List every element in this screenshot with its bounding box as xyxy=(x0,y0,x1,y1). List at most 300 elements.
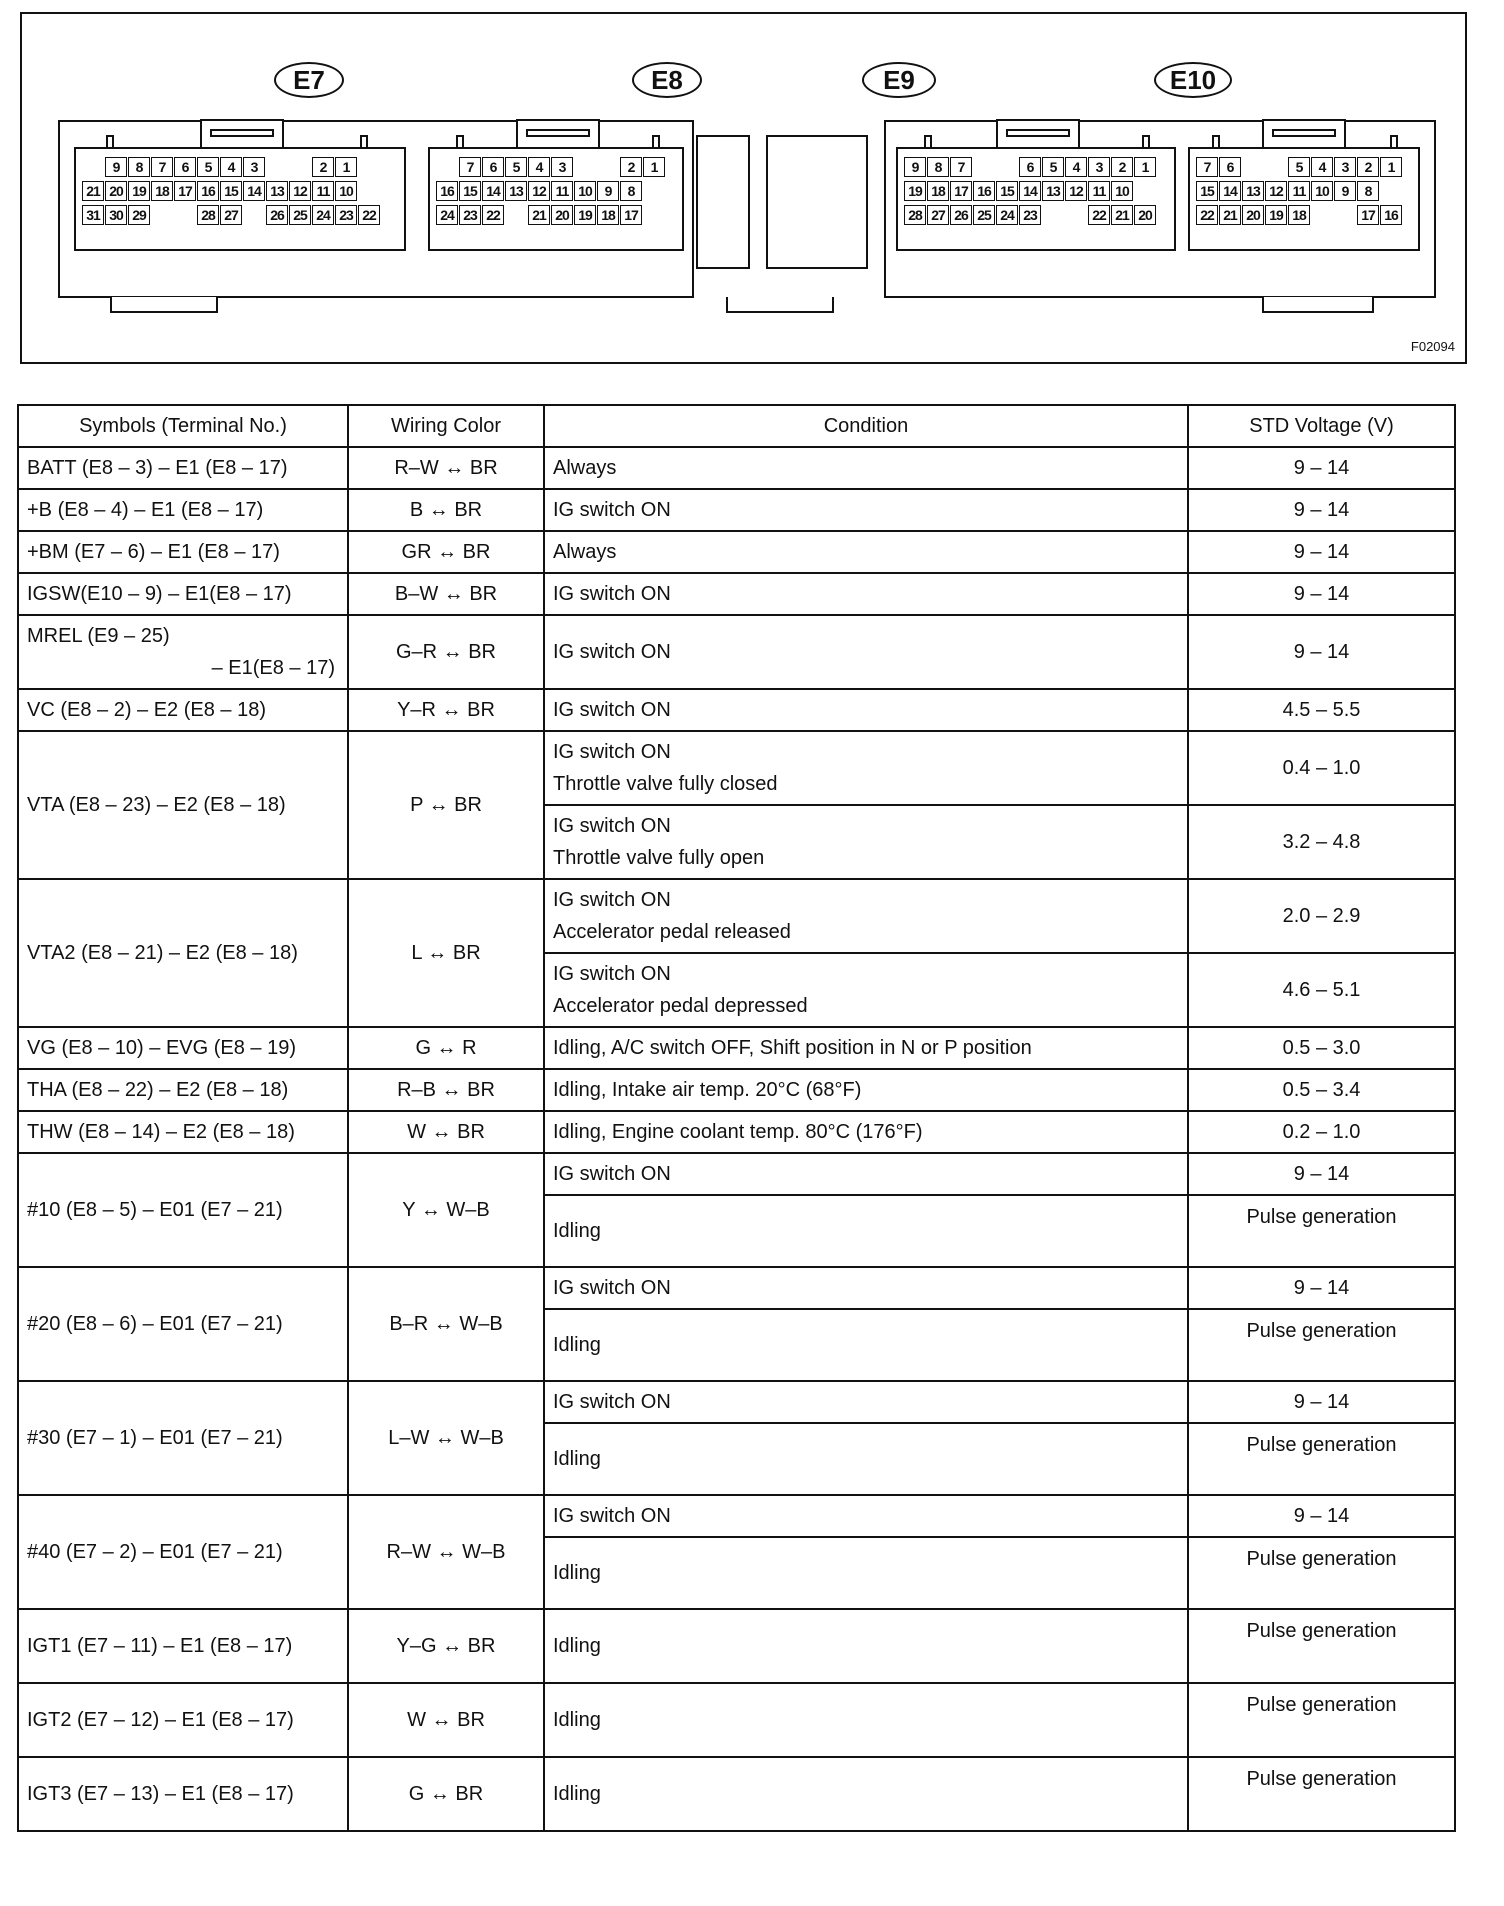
pin-terminal: 21 xyxy=(528,205,550,225)
pin-terminal: 8 xyxy=(1357,181,1379,201)
condition-text: IG switch ON xyxy=(553,1390,671,1413)
pin-terminal: 7 xyxy=(950,157,972,177)
pin-terminal: 6 xyxy=(174,157,196,177)
pin-row xyxy=(904,157,1157,179)
wiring-color: W ↔ BR xyxy=(348,1111,544,1153)
pin-terminal: 6 xyxy=(1019,157,1041,177)
condition-text: IG switch ON xyxy=(553,1276,671,1299)
pin-terminal: 11 xyxy=(551,181,573,201)
pin-terminal: 19 xyxy=(1265,205,1287,225)
connector-post xyxy=(360,135,368,147)
std-voltage: 9 – 14 xyxy=(1188,1381,1455,1423)
condition-text: Idling xyxy=(553,1561,601,1584)
table-row xyxy=(18,1683,1455,1757)
pin-terminal: 29 xyxy=(128,205,150,225)
pin-terminal: 23 xyxy=(1019,205,1041,225)
wiring-color: Y–G ↔ BR xyxy=(348,1609,544,1683)
pin-terminal: 15 xyxy=(996,181,1018,201)
pin-terminal: 17 xyxy=(174,181,196,201)
terminal-symbol xyxy=(18,447,348,489)
std-voltage: Pulse generation xyxy=(1188,1423,1455,1495)
pin-row xyxy=(82,181,381,203)
table-row xyxy=(18,689,1455,731)
pin-grid-e8 xyxy=(436,157,666,229)
condition-text: Always xyxy=(553,456,617,479)
pin-gap xyxy=(597,157,619,177)
header-symbols: Symbols (Terminal No.) xyxy=(18,405,348,447)
pin-terminal: 27 xyxy=(927,205,949,225)
terminal-symbol-text: #30 (E7 – 1) – E01 (E7 – 21) xyxy=(27,1426,283,1449)
pin-terminal: 20 xyxy=(551,205,573,225)
connector-diagram xyxy=(20,12,1467,364)
condition-text: IG switch ON xyxy=(553,582,671,605)
table-row xyxy=(18,1757,1455,1831)
pin-row xyxy=(436,181,666,203)
connector-post xyxy=(106,135,114,147)
pin-terminal: 21 xyxy=(1111,205,1133,225)
condition xyxy=(544,689,1188,731)
pin-terminal: 6 xyxy=(1219,157,1241,177)
pin-terminal: 2 xyxy=(312,157,334,177)
pin-terminal: 14 xyxy=(1019,181,1041,201)
std-voltage: 4.6 – 5.1 xyxy=(1188,953,1455,1027)
pin-row xyxy=(904,181,1157,203)
condition-text: IG switch ON xyxy=(553,1162,671,1185)
pin-terminal: 6 xyxy=(482,157,504,177)
pin-terminal: 15 xyxy=(1196,181,1218,201)
terminal-symbol-text: VTA2 (E8 – 21) – E2 (E8 – 18) xyxy=(27,941,298,964)
terminal-symbol-text: #20 (E8 – 6) – E01 (E7 – 21) xyxy=(27,1312,283,1335)
terminal-symbol-text: #40 (E7 – 2) – E01 (E7 – 21) xyxy=(27,1540,283,1563)
pin-gap xyxy=(151,205,173,225)
pin-terminal: 23 xyxy=(459,205,481,225)
pin-gap xyxy=(505,205,527,225)
pin-terminal: 5 xyxy=(505,157,527,177)
pin-terminal: 9 xyxy=(904,157,926,177)
pin-terminal: 10 xyxy=(1311,181,1333,201)
condition xyxy=(544,805,1188,879)
pin-terminal: 2 xyxy=(620,157,642,177)
pin-terminal: 1 xyxy=(1134,157,1156,177)
pin-terminal: 7 xyxy=(1196,157,1218,177)
connector-post xyxy=(1212,135,1220,147)
condition xyxy=(544,1027,1188,1069)
housing-tab xyxy=(1262,297,1374,313)
pin-terminal: 1 xyxy=(1380,157,1402,177)
pin-terminal: 20 xyxy=(1134,205,1156,225)
std-voltage: 3.2 – 4.8 xyxy=(1188,805,1455,879)
pin-terminal: 18 xyxy=(151,181,173,201)
condition xyxy=(544,953,1188,1027)
table-row xyxy=(18,531,1455,573)
table-row xyxy=(18,1069,1455,1111)
pin-row xyxy=(436,157,666,179)
pin-terminal: 2 xyxy=(1111,157,1133,177)
pin-terminal: 11 xyxy=(312,181,334,201)
table-header-row xyxy=(18,405,1455,447)
wiring-color: R–B ↔ BR xyxy=(348,1069,544,1111)
condition xyxy=(544,1757,1188,1831)
condition xyxy=(544,1069,1188,1111)
terminal-voltage-table xyxy=(17,404,1456,1832)
std-voltage: 0.2 – 1.0 xyxy=(1188,1111,1455,1153)
wiring-color: B–R ↔ W–B xyxy=(348,1267,544,1381)
pin-terminal: 25 xyxy=(289,205,311,225)
std-voltage: Pulse generation xyxy=(1188,1537,1455,1609)
pin-terminal: 21 xyxy=(82,181,104,201)
condition xyxy=(544,1153,1188,1195)
wiring-color: B ↔ BR xyxy=(348,489,544,531)
pin-terminal: 27 xyxy=(220,205,242,225)
figure-code: F02094 xyxy=(1410,339,1455,354)
pin-terminal: 13 xyxy=(505,181,527,201)
pin-gap xyxy=(996,157,1018,177)
table-row xyxy=(18,1495,1455,1537)
pin-row xyxy=(1196,205,1403,227)
pin-terminal: 28 xyxy=(197,205,219,225)
header-std-voltage: STD Voltage (V) xyxy=(1188,405,1455,447)
pin-terminal: 17 xyxy=(950,181,972,201)
terminal-symbol-text: BATT (E8 – 3) – E1 (E8 – 17) xyxy=(27,456,288,479)
pin-terminal: 16 xyxy=(1380,205,1402,225)
pin-terminal: 19 xyxy=(128,181,150,201)
condition-text: IG switch ON xyxy=(553,1504,671,1527)
pin-terminal: 18 xyxy=(597,205,619,225)
terminal-symbol xyxy=(18,1153,348,1267)
blank-slot xyxy=(766,135,868,269)
std-voltage: Pulse generation xyxy=(1188,1683,1455,1757)
pin-terminal: 11 xyxy=(1088,181,1110,201)
pin-terminal: 3 xyxy=(1334,157,1356,177)
condition-text: Idling, A/C switch OFF, Shift position in N or P position xyxy=(553,1036,1032,1059)
pin-terminal: 3 xyxy=(243,157,265,177)
pin-terminal: 8 xyxy=(927,157,949,177)
pin-terminal: 10 xyxy=(1111,181,1133,201)
housing-tab xyxy=(110,297,218,313)
condition-text: Accelerator pedal released xyxy=(553,921,791,943)
table-row xyxy=(18,447,1455,489)
condition-text: Idling xyxy=(553,1782,601,1805)
pin-terminal: 9 xyxy=(105,157,127,177)
condition-text: Idling xyxy=(553,1634,601,1657)
terminal-symbol xyxy=(18,489,348,531)
condition-text: IG switch ON xyxy=(553,741,671,763)
blank-slot xyxy=(696,135,750,269)
pin-terminal: 18 xyxy=(1288,205,1310,225)
terminal-symbol xyxy=(18,1027,348,1069)
pin-terminal: 16 xyxy=(973,181,995,201)
std-voltage: Pulse generation xyxy=(1188,1609,1455,1683)
terminal-symbol-text: +BM (E7 – 6) – E1 (E8 – 17) xyxy=(27,540,280,563)
pin-terminal: 10 xyxy=(335,181,357,201)
pin-terminal: 8 xyxy=(128,157,150,177)
condition xyxy=(544,1683,1188,1757)
wiring-color: G–R ↔ BR xyxy=(348,615,544,689)
condition xyxy=(544,489,1188,531)
pin-terminal: 18 xyxy=(927,181,949,201)
terminal-symbol-text: VTA (E8 – 23) – E2 (E8 – 18) xyxy=(27,793,286,816)
pin-gap xyxy=(973,157,995,177)
wiring-color: G ↔ R xyxy=(348,1027,544,1069)
terminal-symbol-text: IGT2 (E7 – 12) – E1 (E8 – 17) xyxy=(27,1708,294,1731)
pin-gap xyxy=(574,157,596,177)
std-voltage: 0.4 – 1.0 xyxy=(1188,731,1455,805)
pin-terminal: 14 xyxy=(482,181,504,201)
condition xyxy=(544,615,1188,689)
connector-label-e9: E9 xyxy=(862,62,936,98)
pin-terminal: 26 xyxy=(950,205,972,225)
pin-terminal: 4 xyxy=(528,157,550,177)
pin-terminal: 19 xyxy=(904,181,926,201)
terminal-symbol-text: VG (E8 – 10) – EVG (E8 – 19) xyxy=(27,1036,297,1059)
condition-text: IG switch ON xyxy=(553,963,671,985)
terminal-symbol-text: VC (E8 – 2) – E2 (E8 – 18) xyxy=(27,698,267,721)
pin-grid-e10 xyxy=(1196,157,1403,229)
terminal-symbol-text: IGT3 (E7 – 13) – E1 (E8 – 17) xyxy=(27,1782,294,1805)
std-voltage: 9 – 14 xyxy=(1188,1267,1455,1309)
pin-terminal: 12 xyxy=(289,181,311,201)
std-voltage: Pulse generation xyxy=(1188,1309,1455,1381)
std-voltage: Pulse generation xyxy=(1188,1757,1455,1831)
pin-terminal: 15 xyxy=(220,181,242,201)
pin-terminal: 3 xyxy=(1088,157,1110,177)
std-voltage: 9 – 14 xyxy=(1188,1153,1455,1195)
terminal-symbol xyxy=(18,1381,348,1495)
condition xyxy=(544,1609,1188,1683)
pin-terminal: 1 xyxy=(335,157,357,177)
terminal-symbol-text: MREL (E9 – 25) xyxy=(27,625,170,647)
condition-text: IG switch ON xyxy=(553,889,671,911)
condition xyxy=(544,573,1188,615)
wiring-color: W ↔ BR xyxy=(348,1683,544,1757)
pin-terminal: 8 xyxy=(620,181,642,201)
pin-terminal: 7 xyxy=(151,157,173,177)
pin-terminal: 16 xyxy=(197,181,219,201)
pin-terminal: 14 xyxy=(243,181,265,201)
condition-text: IG switch ON xyxy=(553,640,671,663)
condition xyxy=(544,1309,1188,1381)
std-voltage: 9 – 14 xyxy=(1188,531,1455,573)
pin-gap xyxy=(289,157,311,177)
pin-terminal: 15 xyxy=(459,181,481,201)
pin-terminal: 2 xyxy=(1357,157,1379,177)
std-voltage: 9 – 14 xyxy=(1188,615,1455,689)
pin-gap xyxy=(1265,157,1287,177)
condition xyxy=(544,531,1188,573)
terminal-symbol-text: THW (E8 – 14) – E2 (E8 – 18) xyxy=(27,1120,295,1143)
condition-text: IG switch ON xyxy=(553,498,671,521)
condition xyxy=(544,879,1188,953)
table-row xyxy=(18,1111,1455,1153)
condition xyxy=(544,731,1188,805)
std-voltage: 0.5 – 3.0 xyxy=(1188,1027,1455,1069)
connector-latch xyxy=(1262,119,1346,147)
connector-post xyxy=(652,135,660,147)
pin-terminal: 24 xyxy=(436,205,458,225)
terminal-symbol xyxy=(18,531,348,573)
table-row xyxy=(18,731,1455,805)
pin-gap xyxy=(266,157,288,177)
condition-text: Idling xyxy=(553,1447,601,1470)
connector-post xyxy=(1142,135,1150,147)
pin-terminal: 20 xyxy=(1242,205,1264,225)
table-row xyxy=(18,489,1455,531)
terminal-symbol-text: #10 (E8 – 5) – E01 (E7 – 21) xyxy=(27,1198,283,1221)
header-condition: Condition xyxy=(544,405,1188,447)
pin-terminal: 22 xyxy=(358,205,380,225)
table-row xyxy=(18,1381,1455,1423)
condition-text: Idling, Engine coolant temp. 80°C (176°F) xyxy=(553,1120,923,1143)
pin-terminal: 3 xyxy=(551,157,573,177)
table-row xyxy=(18,1609,1455,1683)
pin-terminal: 12 xyxy=(528,181,550,201)
terminal-symbol-text: IGT1 (E7 – 11) – E1 (E8 – 17) xyxy=(27,1634,293,1657)
pin-terminal: 12 xyxy=(1065,181,1087,201)
terminal-symbol xyxy=(18,731,348,879)
connector-e8 xyxy=(428,147,684,251)
pin-row xyxy=(1196,181,1403,203)
condition-text: Accelerator pedal depressed xyxy=(553,995,808,1017)
table-row xyxy=(18,1153,1455,1195)
pin-row xyxy=(82,157,381,179)
table-body xyxy=(18,447,1455,1831)
pin-terminal: 5 xyxy=(1288,157,1310,177)
pin-terminal: 21 xyxy=(1219,205,1241,225)
terminal-symbol xyxy=(18,1111,348,1153)
pin-terminal: 5 xyxy=(1042,157,1064,177)
connector-latch xyxy=(996,119,1080,147)
std-voltage: 9 – 14 xyxy=(1188,573,1455,615)
wiring-color: GR ↔ BR xyxy=(348,531,544,573)
pin-gap xyxy=(1065,205,1087,225)
pin-row xyxy=(82,205,381,227)
condition xyxy=(544,1267,1188,1309)
condition-text: Idling xyxy=(553,1333,601,1356)
connector-label-e10: E10 xyxy=(1154,62,1232,98)
pin-terminal: 13 xyxy=(1242,181,1264,201)
pin-gap xyxy=(174,205,196,225)
connector-post xyxy=(456,135,464,147)
pin-row xyxy=(436,205,666,227)
terminal-symbol xyxy=(18,573,348,615)
connector-label-e8: E8 xyxy=(632,62,702,98)
terminal-symbol-text: – E1(E8 – 17) xyxy=(211,657,335,679)
pin-terminal: 25 xyxy=(973,205,995,225)
pin-terminal: 24 xyxy=(312,205,334,225)
pin-terminal: 4 xyxy=(1311,157,1333,177)
pin-terminal: 13 xyxy=(1042,181,1064,201)
pin-terminal: 19 xyxy=(574,205,596,225)
pin-terminal: 11 xyxy=(1288,181,1310,201)
pin-terminal: 13 xyxy=(266,181,288,201)
pin-row xyxy=(904,205,1157,227)
terminal-symbol xyxy=(18,1683,348,1757)
terminal-symbol xyxy=(18,879,348,1027)
wiring-color: R–W ↔ BR xyxy=(348,447,544,489)
std-voltage: 9 – 14 xyxy=(1188,447,1455,489)
connector-post xyxy=(1390,135,1398,147)
wiring-color: P ↔ BR xyxy=(348,731,544,879)
pin-terminal: 23 xyxy=(335,205,357,225)
condition-text: Throttle valve fully open xyxy=(553,847,765,869)
condition xyxy=(544,1381,1188,1423)
wiring-color: B–W ↔ BR xyxy=(348,573,544,615)
pin-terminal: 30 xyxy=(105,205,127,225)
pin-terminal: 4 xyxy=(1065,157,1087,177)
pin-terminal: 1 xyxy=(643,157,665,177)
terminal-symbol-text: THA (E8 – 22) – E2 (E8 – 18) xyxy=(27,1078,289,1101)
pin-terminal: 20 xyxy=(105,181,127,201)
terminal-symbol xyxy=(18,689,348,731)
pin-gap xyxy=(436,157,458,177)
terminal-symbol xyxy=(18,1069,348,1111)
pin-terminal: 28 xyxy=(904,205,926,225)
header-wiring-color: Wiring Color xyxy=(348,405,544,447)
terminal-symbol xyxy=(18,1495,348,1609)
table-row xyxy=(18,573,1455,615)
pin-terminal: 10 xyxy=(574,181,596,201)
pin-terminal: 7 xyxy=(459,157,481,177)
pin-gap xyxy=(82,157,104,177)
terminal-symbol-text: +B (E8 – 4) – E1 (E8 – 17) xyxy=(27,498,264,521)
terminal-symbol xyxy=(18,1757,348,1831)
wiring-color: Y–R ↔ BR xyxy=(348,689,544,731)
pin-terminal: 5 xyxy=(197,157,219,177)
terminal-symbol xyxy=(18,615,348,689)
connector-e9 xyxy=(896,147,1176,251)
housing-tab xyxy=(726,297,834,313)
pin-terminal: 9 xyxy=(597,181,619,201)
pin-terminal: 26 xyxy=(266,205,288,225)
table-row xyxy=(18,1027,1455,1069)
std-voltage: Pulse generation xyxy=(1188,1195,1455,1267)
pin-terminal: 14 xyxy=(1219,181,1241,201)
table-row xyxy=(18,879,1455,953)
wiring-color: R–W ↔ W–B xyxy=(348,1495,544,1609)
pin-grid-e9 xyxy=(904,157,1157,229)
condition-text: IG switch ON xyxy=(553,815,671,837)
pin-gap xyxy=(243,205,265,225)
condition-text: Idling, Intake air temp. 20°C (68°F) xyxy=(553,1078,862,1101)
connector-post xyxy=(924,135,932,147)
condition-text: Always xyxy=(553,540,617,563)
pin-gap xyxy=(1311,205,1333,225)
condition-text: IG switch ON xyxy=(553,698,671,721)
connector-latch xyxy=(200,119,284,147)
pin-terminal: 31 xyxy=(82,205,104,225)
connector-label-e7: E7 xyxy=(274,62,344,98)
pin-gap xyxy=(1242,157,1264,177)
condition xyxy=(544,447,1188,489)
connector-e10 xyxy=(1188,147,1420,251)
terminal-symbol xyxy=(18,1609,348,1683)
wiring-color: L–W ↔ W–B xyxy=(348,1381,544,1495)
condition xyxy=(544,1423,1188,1495)
pin-gap xyxy=(1042,205,1064,225)
condition xyxy=(544,1537,1188,1609)
condition xyxy=(544,1111,1188,1153)
wiring-color: Y ↔ W–B xyxy=(348,1153,544,1267)
std-voltage: 4.5 – 5.5 xyxy=(1188,689,1455,731)
terminal-symbol-text: IGSW(E10 – 9) – E1(E8 – 17) xyxy=(27,582,292,605)
pin-grid-e7 xyxy=(82,157,381,229)
pin-terminal: 9 xyxy=(1334,181,1356,201)
pin-terminal: 22 xyxy=(1196,205,1218,225)
connector-e7 xyxy=(74,147,406,251)
wiring-color: G ↔ BR xyxy=(348,1757,544,1831)
pin-gap xyxy=(1334,205,1356,225)
condition-text: Idling xyxy=(553,1708,601,1731)
